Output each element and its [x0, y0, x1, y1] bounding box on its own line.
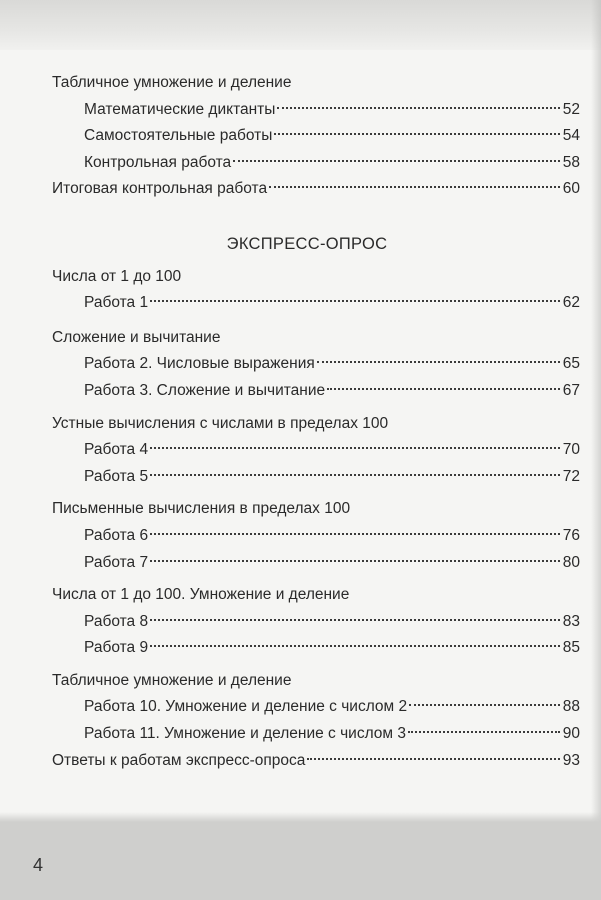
toc-entry	[52, 176, 580, 203]
toc-page-number: 70	[562, 441, 580, 459]
toc-entry-title: Работа 4	[84, 441, 149, 459]
page-number: 4	[33, 855, 44, 875]
toc-group-label: Устные вычисления с числами в пределах 100	[52, 414, 389, 432]
toc-entry	[52, 721, 580, 748]
toc-entry-title: Самостоятельные работы	[84, 127, 273, 145]
toc-page-number: 52	[562, 100, 580, 118]
toc-page-number: 93	[562, 751, 580, 769]
toc-entry	[52, 748, 580, 775]
toc-page-number: 67	[562, 381, 580, 399]
toc-group-title	[52, 264, 580, 291]
section-heading: ЭКСПРЕСС-ОПРОС	[226, 234, 388, 253]
toc-entry	[52, 550, 580, 577]
toc-page-number: 85	[562, 639, 580, 657]
page-right-edge	[591, 0, 601, 900]
dot-leader	[269, 186, 560, 188]
dot-leader	[150, 474, 560, 476]
dot-leader	[327, 388, 560, 390]
toc-group-label: Сложение и вычитание	[52, 328, 221, 346]
toc-page-number: 72	[562, 467, 580, 485]
toc-entry-title: Работа 3. Сложение и вычитание	[84, 381, 326, 399]
toc-group-title	[52, 668, 580, 695]
toc-entry	[52, 464, 580, 491]
toc-page-number: 62	[562, 294, 580, 312]
toc-entry-title: Работа 9	[84, 639, 149, 657]
toc-entry	[52, 694, 580, 721]
toc-page-number: 60	[562, 180, 580, 198]
toc-group-label: Табличное умножение и деление	[52, 671, 292, 689]
toc-entry-title: Контрольная работа	[84, 153, 232, 171]
table-of-contents	[52, 70, 580, 774]
toc-entry	[52, 123, 580, 150]
toc-page-number: 83	[562, 612, 580, 630]
dot-leader	[150, 533, 560, 535]
page-top-shadow	[0, 0, 601, 50]
page-footer-band	[0, 822, 601, 900]
toc-entry-title: Работа 2. Числовые выражения	[84, 355, 315, 373]
toc-entry-title: Работа 6	[84, 526, 149, 544]
toc-entry-title: Ответы к работам экспресс-опроса	[52, 751, 306, 769]
dot-leader	[150, 619, 560, 621]
toc-entry-title: Работа 8	[84, 612, 149, 630]
toc-entry	[52, 97, 580, 124]
dot-leader	[274, 133, 560, 135]
toc-entry	[52, 378, 580, 405]
toc-group-title	[52, 325, 580, 352]
toc-entry	[52, 290, 580, 317]
toc-page-number: 80	[562, 553, 580, 571]
toc-group-label: Числа от 1 до 100	[52, 267, 182, 285]
toc-entry	[52, 70, 580, 97]
dot-leader	[150, 447, 560, 449]
toc-entry-title: Работа 7	[84, 553, 149, 571]
dot-leader	[409, 704, 560, 706]
toc-entry-title: Итоговая контрольная работа	[52, 180, 268, 198]
toc-entry	[52, 635, 580, 662]
toc-entry-title: Табличное умножение и деление	[52, 74, 292, 91]
dot-leader	[307, 758, 560, 760]
toc-entry	[52, 523, 580, 550]
toc-group-title	[52, 411, 580, 438]
toc-entry	[52, 609, 580, 636]
dot-leader	[233, 160, 560, 162]
toc-entry-title: Работа 10. Умножение и деление с числом 2	[84, 698, 408, 716]
toc-group-label: Письменные вычисления в пределах 100	[52, 500, 351, 518]
dot-leader	[150, 645, 560, 647]
toc-page-number: 65	[562, 355, 580, 373]
toc-entry	[52, 351, 580, 378]
toc-group-title	[52, 582, 580, 609]
toc-group-title	[52, 496, 580, 523]
toc-page-number: 90	[562, 725, 580, 743]
toc-group-label: Числа от 1 до 100. Умножение и деление	[52, 586, 350, 604]
toc-entry	[52, 437, 580, 464]
toc-entry-title: Математические диктанты	[84, 100, 276, 118]
dot-leader	[150, 560, 560, 562]
toc-page-number: 54	[562, 127, 580, 145]
dot-leader	[277, 107, 560, 109]
dot-leader	[408, 731, 560, 733]
toc-page-number: 88	[562, 698, 580, 716]
toc-entry	[52, 150, 580, 177]
toc-page-number: 76	[562, 526, 580, 544]
toc-entry-title: Работа 11. Умножение и деление с числом 3	[84, 725, 406, 743]
page-bottom-fade	[0, 812, 601, 822]
toc-page-number: 58	[562, 153, 580, 171]
toc-entry-title: Работа 1	[84, 294, 149, 312]
toc-entry-title: Работа 5	[84, 467, 149, 485]
dot-leader	[150, 300, 560, 302]
dot-leader	[317, 361, 560, 363]
